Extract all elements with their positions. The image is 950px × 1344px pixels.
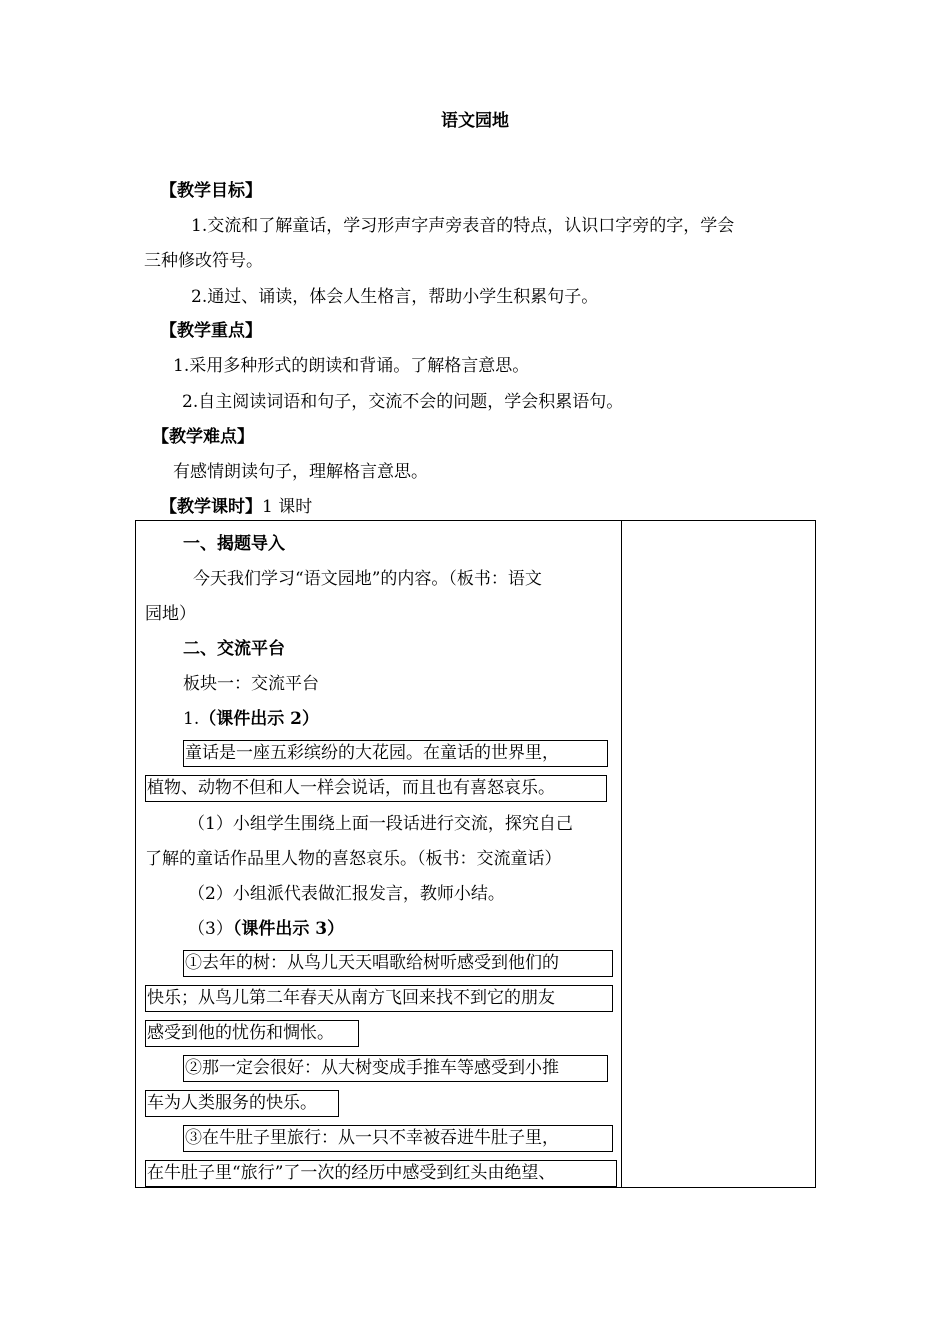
difficulties-heading: 【教学难点】 bbox=[152, 427, 254, 447]
sub-step-3-number: （3） bbox=[188, 919, 233, 939]
key-point-1: 1.采用多种形式的朗读和背诵。了解格言意思。 bbox=[173, 356, 530, 376]
story-3-line-1: ③在牛肚子里旅行：从一只不幸被吞进牛肚子里， bbox=[183, 1125, 613, 1152]
difficulties-text: 有感情朗读句子，理解格言意思。 bbox=[173, 462, 428, 482]
section-1-line-2: 园地） bbox=[145, 604, 196, 624]
key-points-heading: 【教学重点】 bbox=[160, 321, 262, 341]
story-1-line-2: 快乐；从鸟儿第二年春天从南方飞回来找不到它的朋友 bbox=[145, 985, 613, 1012]
key-point-2: 2.自主阅读词语和句子，交流不会的问题，学会积累语句。 bbox=[182, 392, 624, 412]
story-3-line-2: 在牛肚子里“旅行”了一次的经历中感受到红头由绝望、 bbox=[145, 1160, 617, 1187]
objective-1-line-2: 三种修改符号。 bbox=[144, 251, 263, 271]
section-1-line-1: 今天我们学习“语文园地”的内容。（板书：语文 bbox=[193, 569, 542, 589]
story-2-line-1: ②那一定会很好：从大树变成手推车等感受到小推 bbox=[183, 1055, 608, 1082]
quote-1-line-2: 植物、动物不但和人一样会说话，而且也有喜怒哀乐。 bbox=[145, 775, 607, 802]
step-1-number: 1. bbox=[183, 709, 200, 729]
step-1-label: （课件出示 2） bbox=[199, 709, 319, 729]
sub-step-2: （2）小组派代表做汇报发言，教师小结。 bbox=[188, 884, 505, 904]
sub-step-3 bbox=[188, 918, 344, 940]
section-2-heading: 二、交流平台 bbox=[183, 639, 285, 659]
sub-step-1-line-1: （1）小组学生围绕上面一段话进行交流，探究自己 bbox=[188, 814, 573, 834]
sub-step-3-label: （课件出示 3） bbox=[232, 919, 345, 939]
block-1-label: 板块一：交流平台 bbox=[183, 674, 319, 694]
story-1-line-1: ①去年的树：从鸟儿天天唱歌给树听感受到他们的 bbox=[183, 950, 613, 977]
quote-1-line-1: 童话是一座五彩缤纷的大花园。在童话的世界里， bbox=[183, 740, 608, 767]
table-column-divider bbox=[621, 520, 622, 1188]
story-1-line-3: 感受到他的忧伤和惆怅。 bbox=[145, 1020, 359, 1047]
page-title: 语文园地 bbox=[441, 111, 509, 131]
story-2-line-2: 车为人类服务的快乐。 bbox=[145, 1090, 339, 1117]
objectives-heading: 【教学目标】 bbox=[160, 181, 262, 201]
hours-line bbox=[160, 496, 312, 518]
section-1-heading: 一、揭题导入 bbox=[183, 534, 285, 554]
objective-1-line-1: 1.交流和了解童话，学习形声字声旁表音的特点，认识口字旁的字，学会 bbox=[191, 216, 735, 236]
step-1 bbox=[183, 708, 319, 730]
hours-heading: 【教学课时】 bbox=[160, 497, 262, 517]
table-content-cell bbox=[136, 521, 621, 1187]
sub-step-1-line-2: 了解的童话作品里人物的喜怒哀乐。（板书：交流童话） bbox=[145, 849, 562, 869]
objective-2: 2.通过、诵读，体会人生格言，帮助小学生积累句子。 bbox=[191, 287, 599, 307]
hours-text: 1 课时 bbox=[262, 497, 313, 517]
